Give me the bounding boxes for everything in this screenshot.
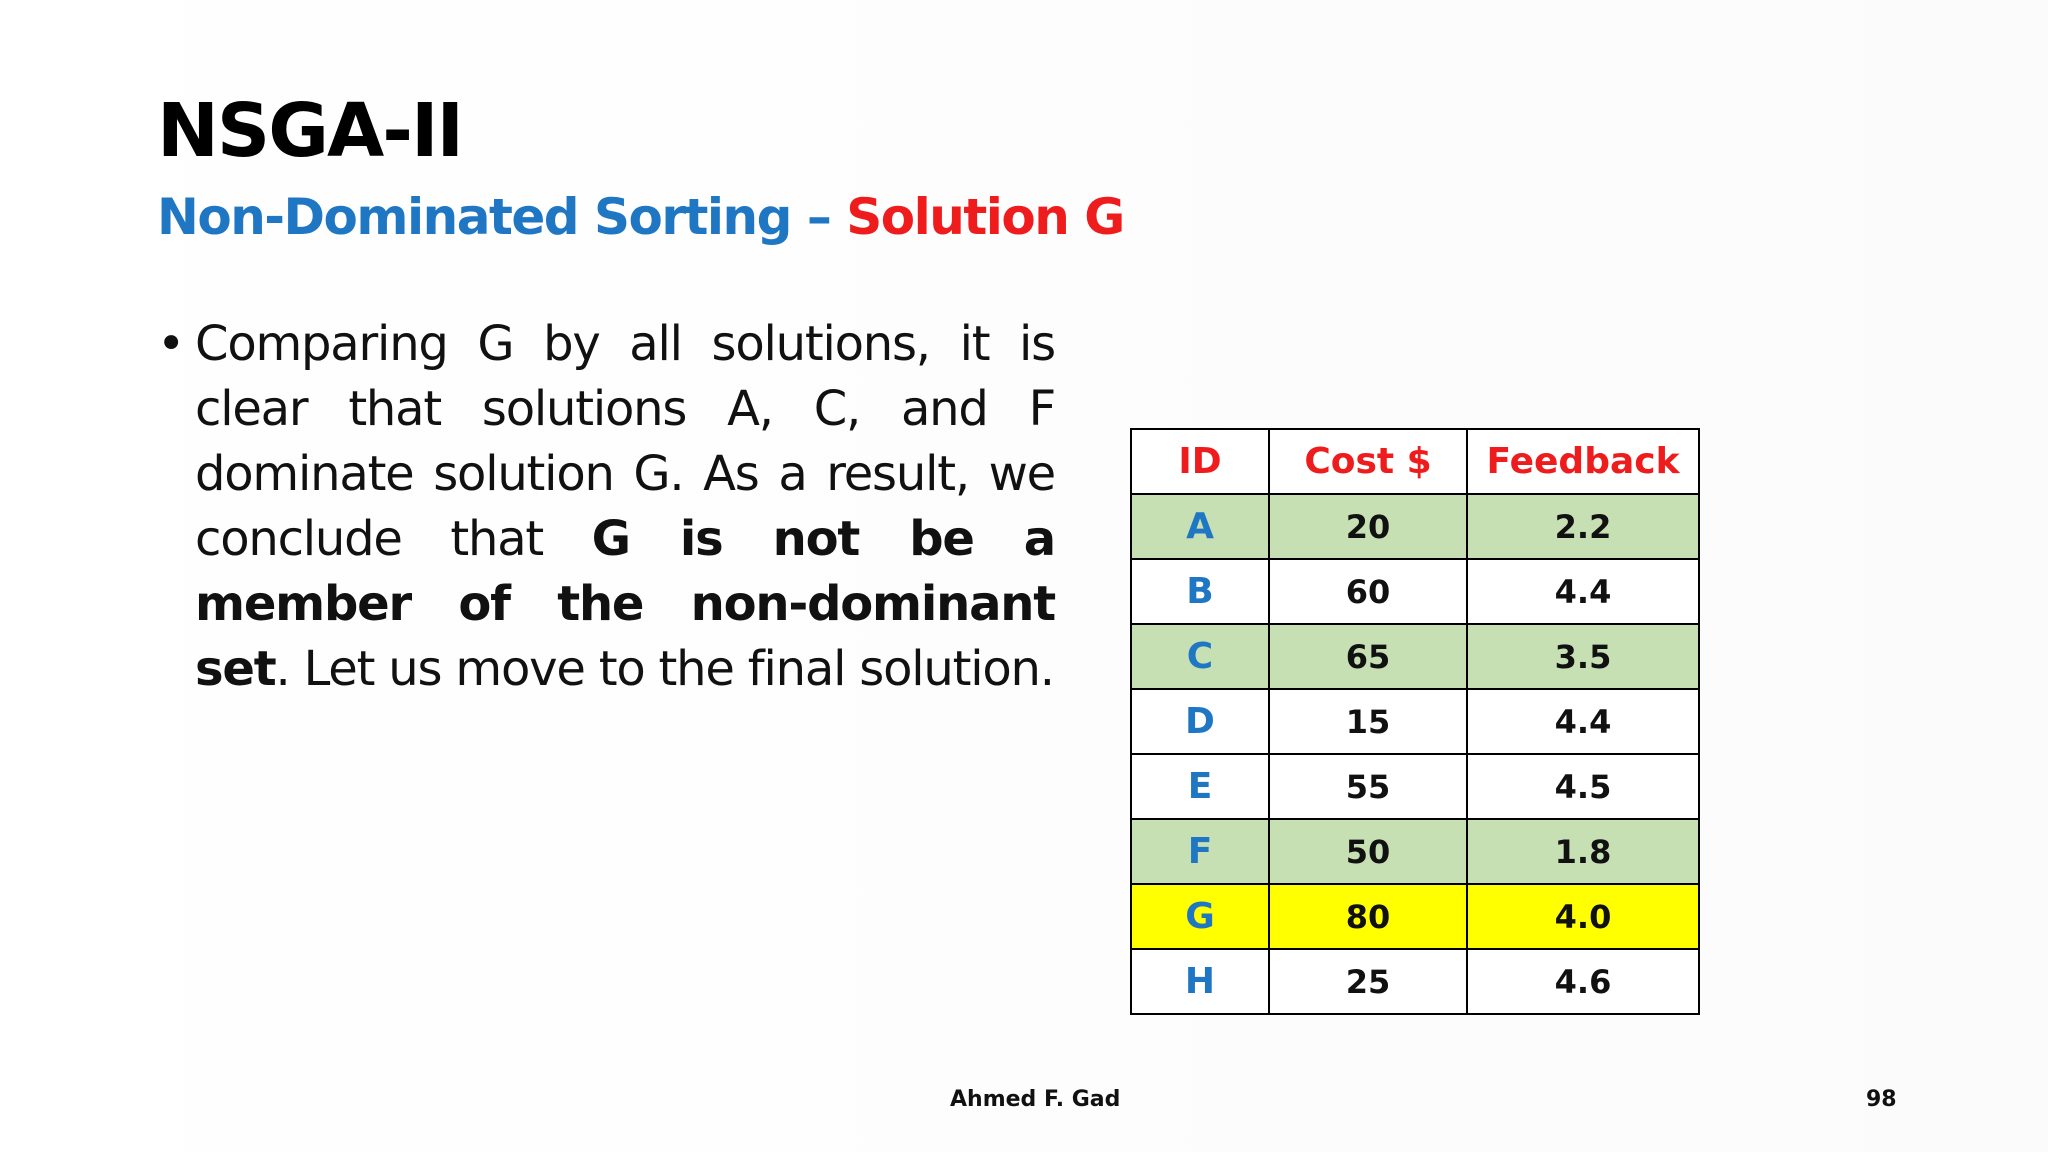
row-feedback: 4.4 [1467, 689, 1699, 754]
table-row [1131, 559, 1699, 624]
bullet-dot: • [157, 316, 186, 372]
row-id: A [1131, 494, 1269, 559]
row-cost: 15 [1269, 689, 1467, 754]
row-feedback: 4.4 [1467, 559, 1699, 624]
row-id: G [1131, 884, 1269, 949]
row-cost: 55 [1269, 754, 1467, 819]
row-feedback: 2.2 [1467, 494, 1699, 559]
row-feedback: 4.6 [1467, 949, 1699, 1014]
row-id: H [1131, 949, 1269, 1014]
table-row [1131, 949, 1699, 1014]
row-cost: 65 [1269, 624, 1467, 689]
table-row [1131, 624, 1699, 689]
table-header-row [1131, 429, 1699, 494]
row-feedback: 4.0 [1467, 884, 1699, 949]
row-id: B [1131, 559, 1269, 624]
bullet-text [195, 312, 1055, 702]
subtitle-topic: Non-Dominated Sorting – [157, 188, 847, 246]
row-cost: 25 [1269, 949, 1467, 1014]
page-number: 98 [1866, 1087, 1897, 1112]
solutions-table [1130, 428, 1700, 1015]
header-cost: Cost $ [1269, 429, 1467, 494]
row-feedback: 4.5 [1467, 754, 1699, 819]
table-row [1131, 494, 1699, 559]
row-feedback: 3.5 [1467, 624, 1699, 689]
table-row [1131, 884, 1699, 949]
table-row [1131, 819, 1699, 884]
row-cost: 60 [1269, 559, 1467, 624]
slide-title: NSGA-II [157, 88, 463, 174]
subtitle-highlight: Solution G [846, 188, 1124, 246]
header-feedback: Feedback [1467, 429, 1699, 494]
row-cost: 50 [1269, 819, 1467, 884]
row-cost: 80 [1269, 884, 1467, 949]
slide-subtitle [157, 188, 1124, 246]
header-id: ID [1131, 429, 1269, 494]
bullet-text-part2: . Let us move to the final solution. [275, 641, 1054, 697]
row-feedback: 1.8 [1467, 819, 1699, 884]
row-id: C [1131, 624, 1269, 689]
row-id: F [1131, 819, 1269, 884]
row-id: D [1131, 689, 1269, 754]
table-row [1131, 754, 1699, 819]
bullet-text-part1: Comparing G by all solutions, it is clear that solutions A, C, and F dominate solution G. As a result, we conclude that [195, 316, 1055, 567]
row-cost: 20 [1269, 494, 1467, 559]
table-row [1131, 689, 1699, 754]
row-id: E [1131, 754, 1269, 819]
bullet-text-bold: G is not be a member of the non-dominant set [195, 511, 1055, 697]
footer-author: Ahmed F. Gad [950, 1087, 1121, 1112]
